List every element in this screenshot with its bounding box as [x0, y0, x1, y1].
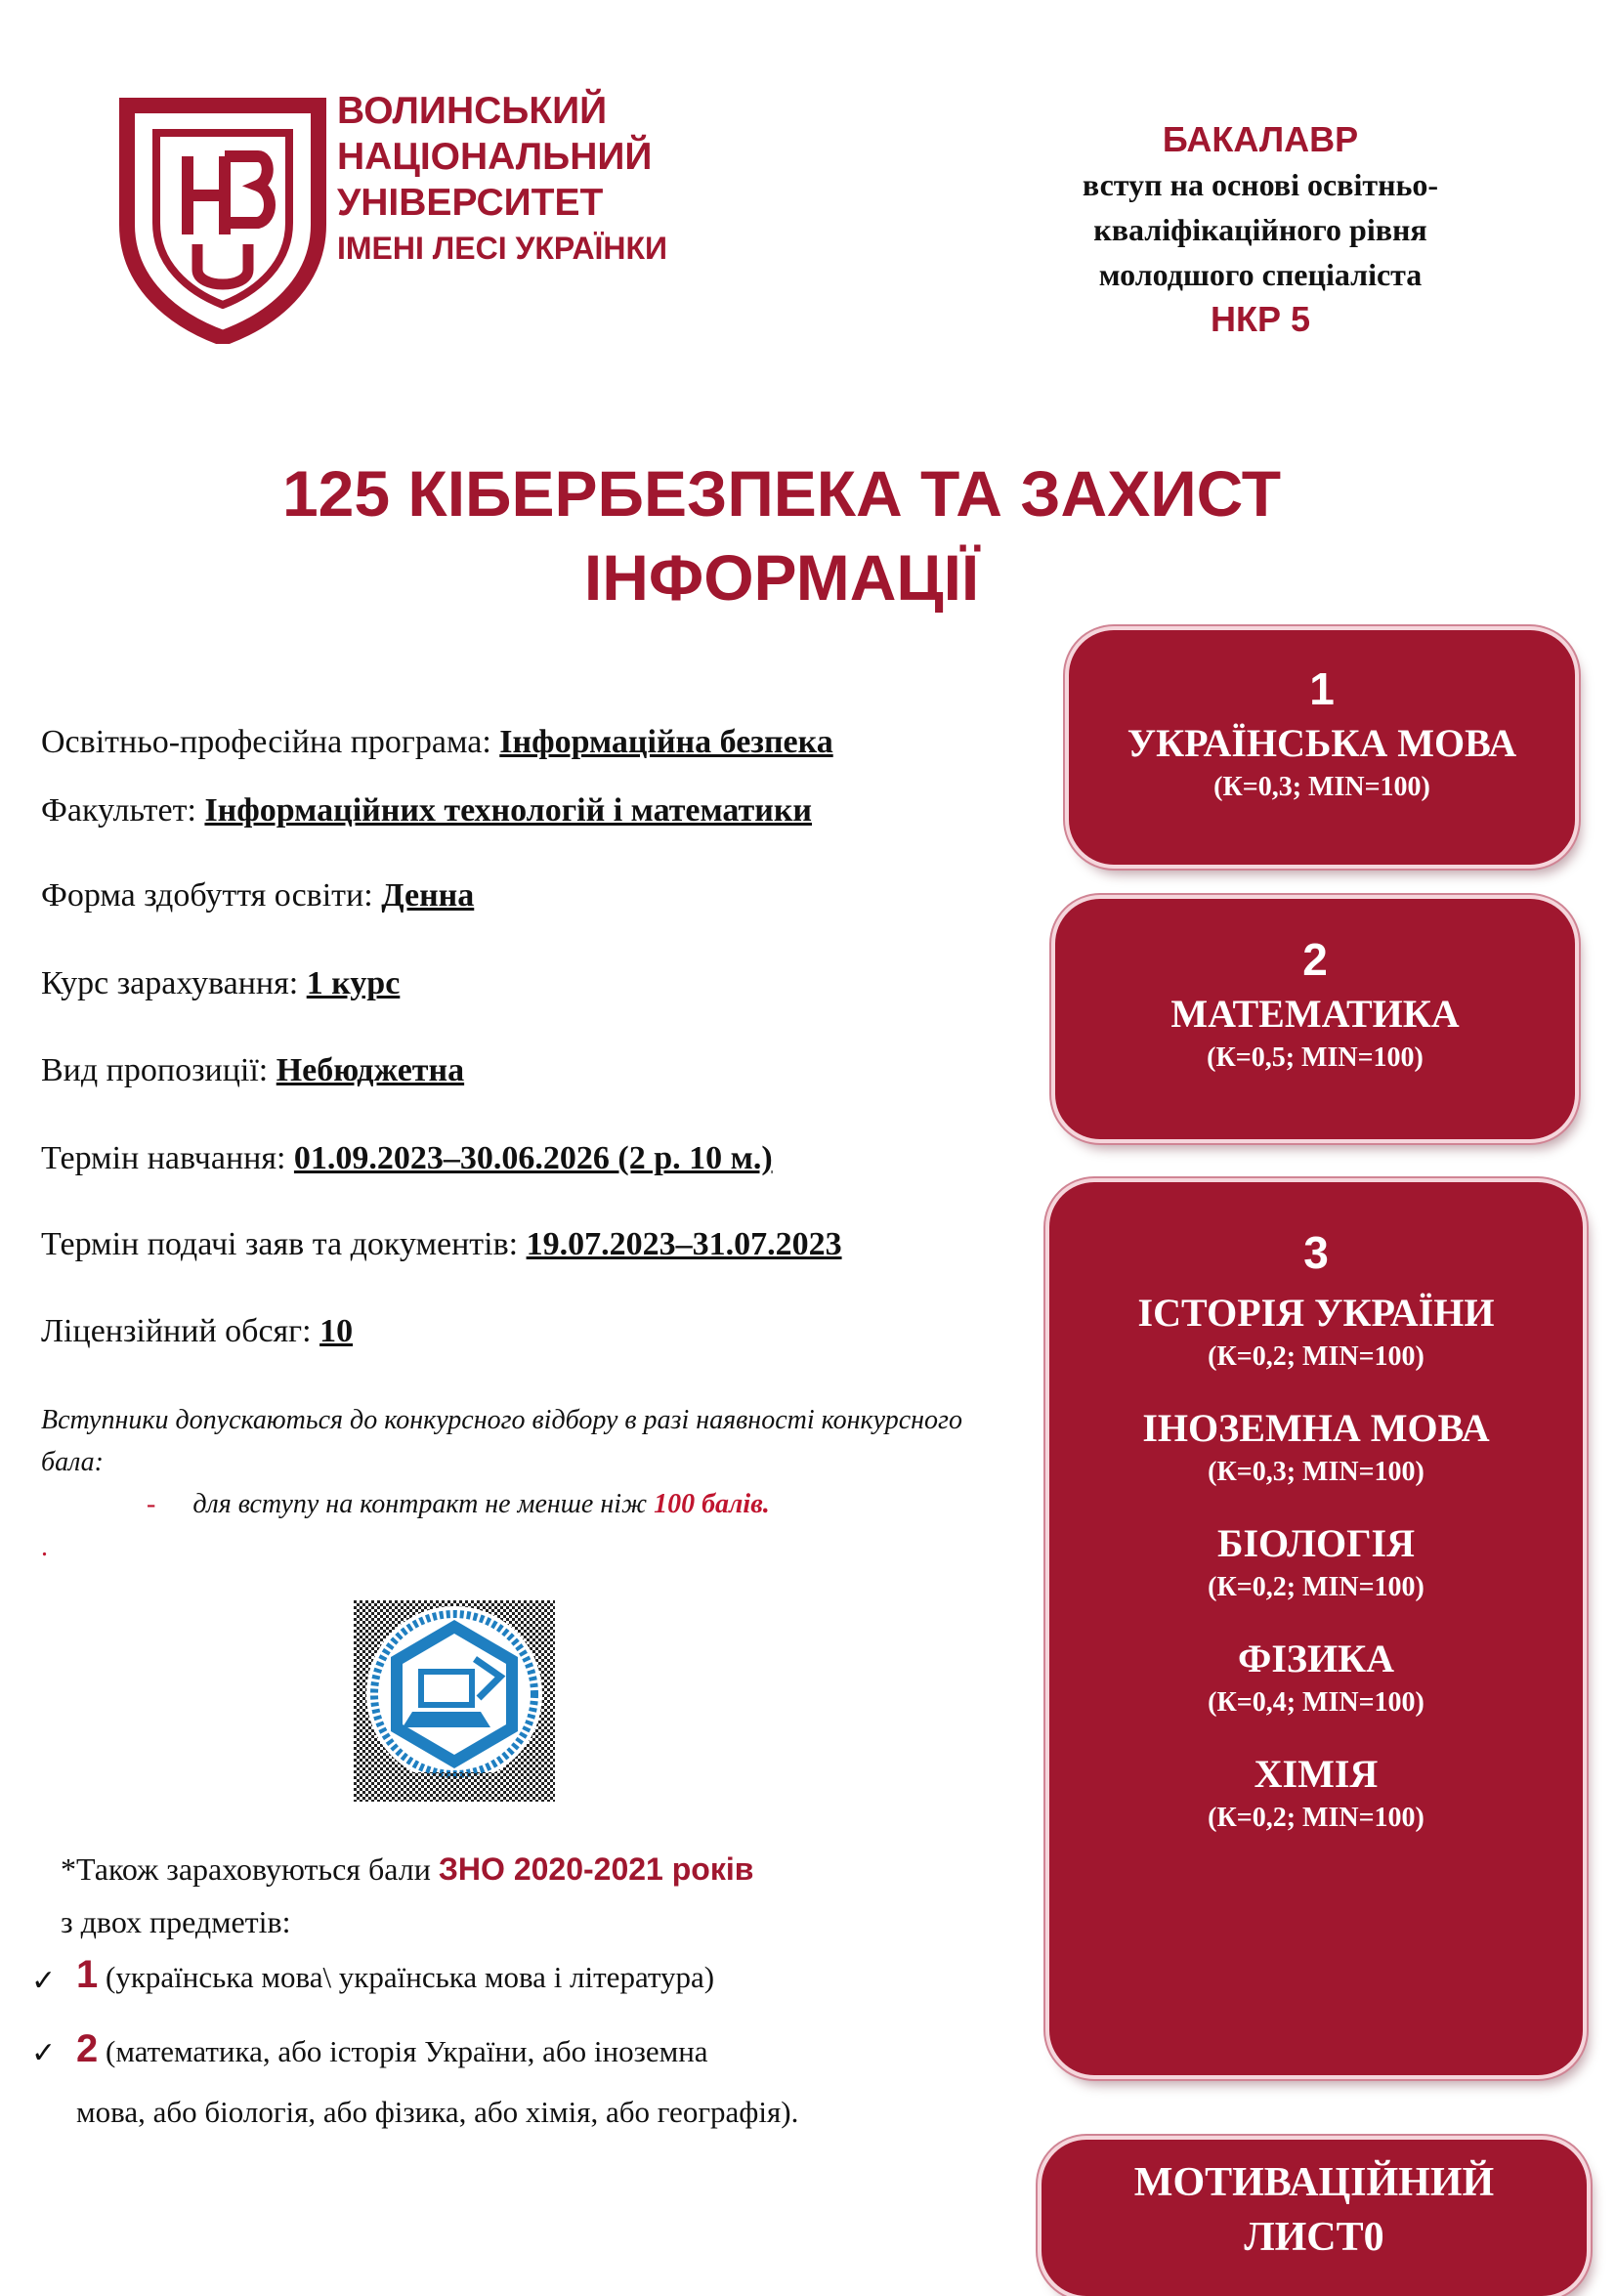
info-label: Термін навчання:: [41, 1140, 294, 1176]
faculty-emblem-icon: [354, 1600, 555, 1802]
bullet-text: для вступу на контракт не менше ніж: [192, 1489, 655, 1519]
subject-option-coef: (К=0,2; MIN=100): [1208, 1572, 1425, 1602]
university-name-line1: ВОЛИНСЬКИЙ: [337, 90, 608, 132]
check-icon: ✓: [31, 1965, 57, 1997]
degree-block: [997, 117, 1524, 342]
admission-bullet: [147, 1483, 770, 1525]
bullet-points: 100 балів.: [654, 1489, 770, 1519]
subject-option: [1049, 1518, 1583, 1606]
university-name-line4: ІМЕНІ ЛЕСІ УКРАЇНКИ: [337, 231, 668, 266]
subject-option-coef: (К=0,2; MIN=100): [1208, 1803, 1425, 1833]
info-label: Ліцензійний обсяг:: [41, 1313, 320, 1349]
subject-option-coef: (К=0,2; MIN=100): [1208, 1341, 1425, 1372]
degree-nkr: НКР 5: [1210, 299, 1310, 339]
zno-item-1-number: 1: [76, 1953, 99, 1996]
info-value: 19.07.2023–31.07.2023: [526, 1226, 842, 1262]
zno-item-2-number: 2: [76, 2027, 99, 2070]
subject-option: [1049, 1288, 1583, 1376]
zno-item-1-text: (українська мова\ українська мова і література): [98, 1960, 715, 1994]
motivation-letter-line1: МОТИВАЦІЙНИЙ: [1133, 2160, 1495, 2205]
subject-option-name: ХІМІЯ: [1254, 1752, 1379, 1796]
subject-box-1: [1069, 630, 1575, 865]
subject-box-1-name: УКРАЇНСЬКА МОВА: [1127, 721, 1517, 765]
check-icon: ✓: [31, 2037, 57, 2069]
info-label: Факультет:: [41, 792, 205, 829]
info-value: Денна: [381, 877, 475, 914]
subject-option: [1049, 1403, 1583, 1491]
subject-box-1-number: 1: [1309, 663, 1335, 714]
info-value: Небюджетна: [276, 1052, 465, 1088]
info-value: Інформаційних технологій і математики: [204, 792, 813, 829]
motivation-letter-line2: ЛИСТ0: [1244, 2215, 1384, 2260]
info-faculty: [41, 789, 812, 832]
university-name-line2: НАЦІОНАЛЬНИЙ: [337, 136, 653, 178]
degree-line1: вступ на основі освітньо-: [1082, 167, 1439, 202]
zno-prefix: *Також зараховуються бали: [61, 1851, 439, 1887]
info-value: 1 курс: [306, 965, 401, 1001]
zno-note: [61, 1847, 753, 1892]
zno-item-2-text-b: мова, або біологія, або фізика, або хімія, або географія).: [76, 2095, 799, 2129]
subject-option: [1049, 1749, 1583, 1837]
subject-box-2-coef: (К=0,5; MIN=100): [1207, 1042, 1424, 1073]
subject-option-name: ІСТОРІЯ УКРАЇНИ: [1137, 1291, 1495, 1335]
info-study-form: [41, 874, 474, 917]
degree-line3: молодшого спеціаліста: [1098, 257, 1423, 292]
info-label: Форма здобуття освіти:: [41, 877, 382, 914]
subject-option-name: ФІЗИКА: [1237, 1637, 1395, 1680]
info-study-term: [41, 1137, 773, 1180]
info-value: 10: [319, 1313, 354, 1349]
info-program: [41, 721, 833, 764]
subject-box-2: [1055, 899, 1575, 1139]
university-name-line3: УНІВЕРСИТЕТ: [337, 182, 604, 224]
info-offer-type: [41, 1049, 464, 1092]
info-label: Освітньо-професійна програма:: [41, 724, 500, 760]
info-course: [41, 962, 400, 1005]
bullet-dash: -: [147, 1489, 156, 1519]
info-label: Вид пропозиції:: [41, 1052, 276, 1088]
motivation-letter-box: [1042, 2140, 1587, 2296]
degree-line2: кваліфікаційного рівня: [1093, 212, 1427, 247]
info-value: 01.09.2023–30.06.2026 (2 р. 10 м.): [293, 1140, 773, 1176]
info-label: Термін подачі заяв та документів:: [41, 1226, 527, 1262]
subject-option-name: БІОЛОГІЯ: [1217, 1521, 1415, 1565]
zno-item-1: [76, 1952, 714, 2000]
zno-note-line2: з двох предметів:: [61, 1904, 291, 1939]
subject-box-3-number: 3: [1303, 1227, 1329, 1278]
page-title-line1: 125 КІБЕРБЕЗПЕКА ТА ЗАХИСТ: [281, 457, 1282, 530]
info-label: Курс зарахування:: [41, 965, 307, 1001]
degree-level: БАКАЛАВР: [1162, 119, 1359, 159]
info-application-term: [41, 1223, 842, 1266]
subject-option: [1049, 1634, 1583, 1722]
page-title: [147, 451, 1417, 619]
subject-box-3: [1049, 1182, 1583, 2075]
subject-option-name: ІНОЗЕМНА МОВА: [1142, 1406, 1490, 1450]
subject-option-coef: (К=0,4; MIN=100): [1208, 1687, 1425, 1718]
zno-item-2-text-a: (математика, або історія України, або іноземна: [98, 2034, 708, 2068]
subject-box-2-name: МАТЕМАТИКА: [1170, 992, 1460, 1036]
subject-box-1-coef: (К=0,3; MIN=100): [1213, 772, 1430, 802]
zno-years: ЗНО 2020-2021 років: [438, 1851, 754, 1887]
info-value: Інформаційна безпека: [499, 724, 833, 760]
subject-option-coef: (К=0,3; MIN=100): [1208, 1457, 1425, 1487]
admission-note: Вступники допускаються до конкурсного відбору в разі наявності конкурсного бала:: [41, 1405, 962, 1477]
stray-dot: .: [41, 1532, 48, 1562]
subject-box-2-number: 2: [1302, 934, 1328, 985]
university-name: [337, 88, 747, 272]
page-title-line2: ІНФОРМАЦІЇ: [583, 541, 980, 614]
zno-item-2: [76, 2026, 708, 2074]
info-license-volume: [41, 1310, 353, 1353]
university-logo-icon: [115, 98, 330, 344]
